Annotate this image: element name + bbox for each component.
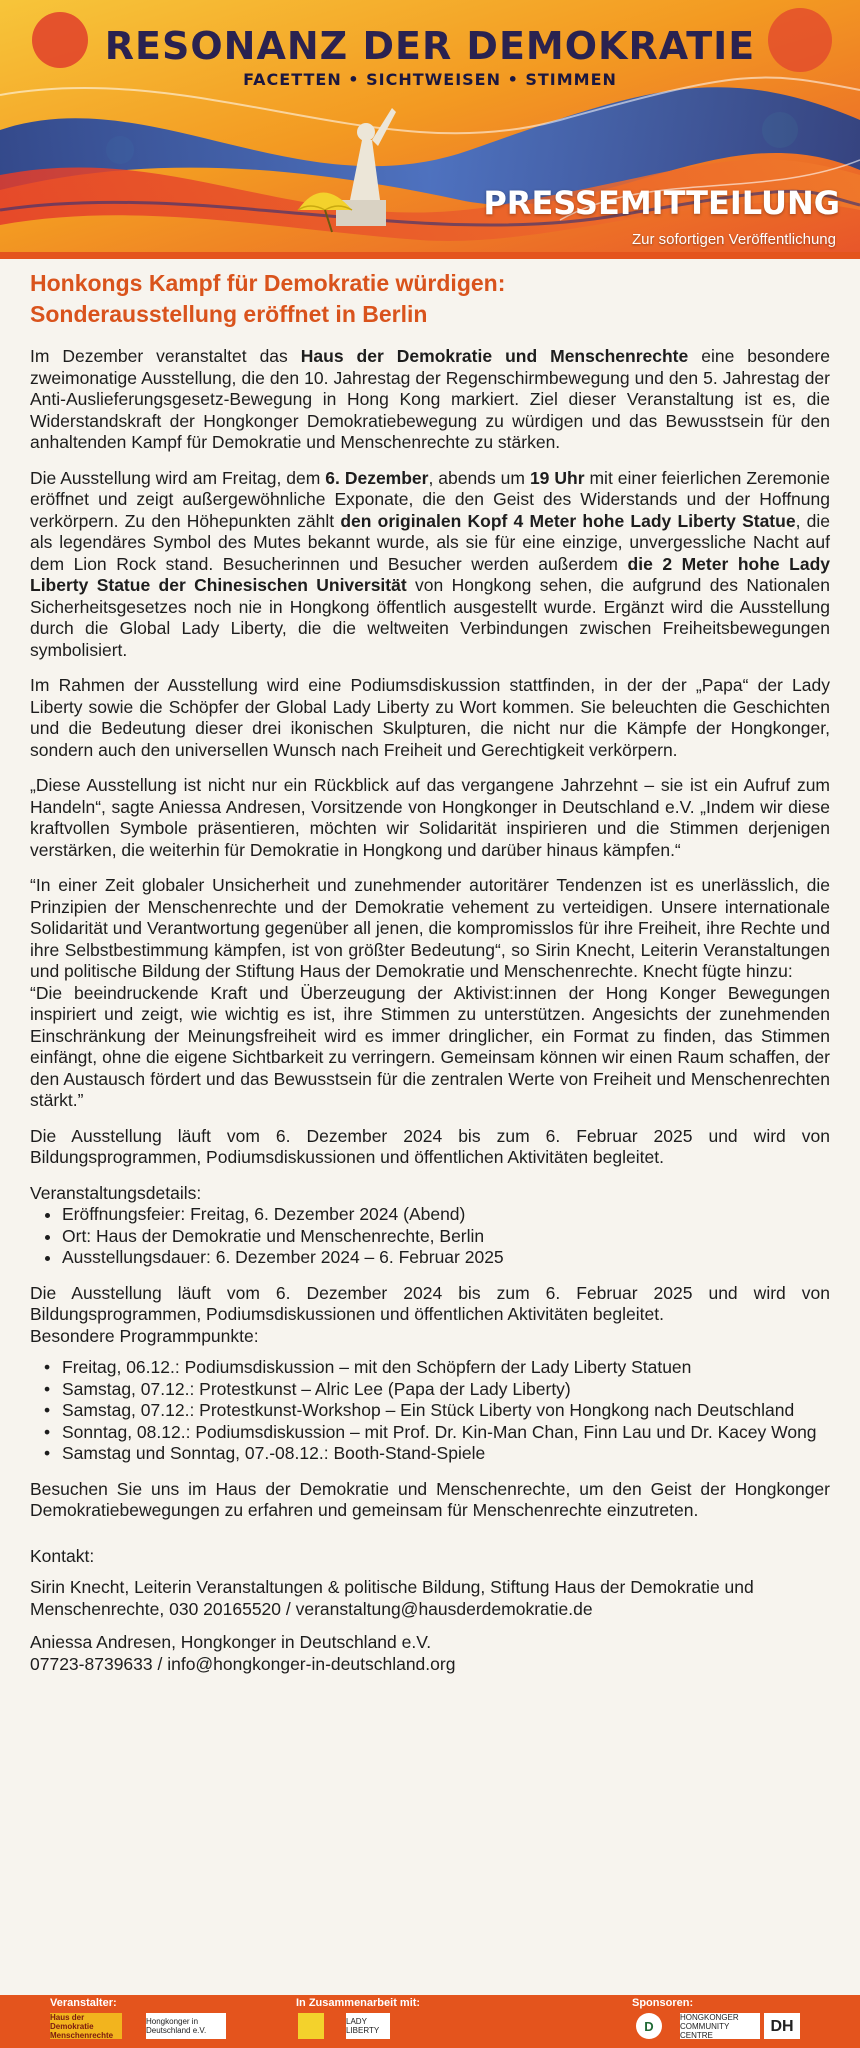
paragraph-intro — [30, 346, 830, 454]
text-span: eine besondere zweimonatige Ausstellung, die den 10. Jahrestag der Regenschirmbewegung und den 5. Jahrestag der Anti-Auslieferungsgesetz-Bewegung in Hong Kong markiert. Ziel dieser Veranstaltung ist es, die Widerstandskraft der Hongkonger Demokratiebewegung zu würdigen und das Bewusstsein für den anhaltenden Kampf für Demokratie und Menschenrechte zu stärken. — [30, 346, 830, 452]
list-item — [44, 1357, 830, 1379]
bullet: • — [44, 1357, 51, 1377]
paragraph-quote-andresen: „Diese Ausstellung ist nicht nur ein Rückblick auf das vergangene Jahrzehnt – sie ist ein Aufruf zum Handeln“, sagte Aniessa Andresen, Vorsitzende von Hongkonger in Deutschland e.V. „Indem wir diese kraftvollen Symbole präsentieren, möchten wir Solidarität inspirieren und die Stimmen derjenigen verstärken, die weiterhin für Demokratie in Hongkong und darüber hinaus kämpfen.“ — [30, 775, 830, 860]
bold-span: den originalen Kopf 4 Meter hohe Lady Liberty Statue — [340, 510, 796, 531]
paragraph-quote-knecht-2: “Die beeindruckende Kraft und Überzeugung der Aktivist:innen der Hong Konger Bewegungen inspiriert und zeigt, wie wichtig es ist, ihre Stimmen zu unterstützen. Angesichts der zunehmenden Einschränkung der Meinungsfreiheit wird es immer dringlicher, ein Format zu finden, das Stimmen einfängt, ohne die eigene Sichtbarkeit zu verringern. Gemeinsam können wir einen Raum schaffen, der den Austausch fördert und das Bewusstsein für die zentralen Werte von Freiheit und Menschenrechten stärkt.” — [30, 982, 830, 1110]
yellow-umbrella-logo-icon — [298, 2013, 324, 2039]
program-day: Samstag, 07.12.: — [62, 1378, 200, 1399]
headline-line-2: Sonderausstellung eröffnet in Berlin — [30, 301, 428, 327]
list-item: • Ort: Haus der Demokratie und Menschenrechte, Berlin — [62, 1226, 830, 1248]
banner-subtitle: FACETTEN • SICHTWEISEN • STIMMEN — [243, 70, 617, 89]
sponsor-d-logo-icon: D — [636, 2013, 662, 2039]
banner-title: RESONANZ DER DEMOKRATIE — [104, 24, 756, 68]
bold-span: 6. Dezember — [325, 467, 429, 488]
list-item — [44, 1379, 830, 1401]
bold-span: die 2 Meter hohe Lady Liberty Statue der Chinesischen Universität — [30, 553, 830, 595]
sponsors-label: Sponsoren: — [632, 1997, 694, 2009]
haus-der-demokratie-logo: Haus der Demokratie Menschenrechte — [50, 2013, 122, 2039]
header-banner — [0, 0, 860, 258]
program-day: Samstag, 07.12.: — [62, 1400, 200, 1420]
bullet: • — [44, 1400, 51, 1420]
program-day: Freitag, 06.12.: — [62, 1357, 185, 1377]
immediate-release-label: Zur sofortigen Veröffentlichung — [631, 231, 836, 248]
headline — [30, 268, 830, 330]
bold-span: Haus der Demokratie und Menschenrechte — [300, 346, 689, 366]
details-heading: Veranstaltungsdetails: — [30, 1182, 202, 1203]
text-span: Im Dezember veranstaltet das — [30, 346, 301, 366]
press-release-label: PRESSEMITTEILUNG — [483, 184, 840, 222]
paragraph-duration-2: Die Ausstellung läuft vom 6. Dezember 2024 bis zum 6. Februar 2025 und wird von Bildungsprogrammen, Podiumsdiskussionen und öffentlichen Aktivitäten begleitet. — [30, 1282, 830, 1324]
bullet: • — [44, 1378, 51, 1399]
list-item: • Ausstellungsdauer: 6. Dezember 2024 – 6. Februar 2025 — [62, 1247, 830, 1269]
bullet: • — [44, 1443, 51, 1463]
contact-andresen: Aniessa Andresen, Hongkonger in Deutschland e.V. — [30, 1632, 432, 1652]
paragraph-quote-knecht: “In einer Zeit globaler Unsicherheit und zunehmender autoritärer Tendenzen ist es unerlässlich, die Prinzipien der Menschenrechte und der Demokratie vehement zu verteidigen. Unsere internationale Solidarität und Verantwortung gegenüber all jenen, die kompromisslos für ihre Freiheit, ihre Rechte und ihre Selbstbestimmung kämpfen, ist von größter Bedeutung“, so Sirin Knecht, Leiterin Veranstaltungen und politische Bildung der Stiftung Haus der Demokratie und Menschenrechte. Knecht fügte hinzu: — [30, 875, 830, 981]
global-lady-liberty-logo: LADY LIBERTY — [346, 2013, 390, 2039]
details-list — [30, 1204, 830, 1269]
text-span: mit einer feierlichen Zeremonie eröffnet und zeigt außergewöhnliche Exponate, die den Geist des Widerstands und der Hoffnung verkörpern. Zu den Höhepunkten zählt — [30, 467, 830, 531]
paragraph-panel: Im Rahmen der Ausstellung wird eine Podiumsdiskussion stattfinden, in der der „Papa“ der Lady Liberty sowie die Schöpfer der Global Lady Liberty zu Wort kommen. Sie beleuchten die Geschichten und die Bedeutung dieser drei ikonischen Skulpturen, die nicht nur die Kämpfe der Hongkonger, sondern auch den universellen Wunsch nach Freiheit und Gerechtigkeit verkörpern. — [30, 675, 830, 760]
program-text: Podiumsdiskussion – mit den Schöpfern der Lady Liberty Statuen — [184, 1357, 692, 1377]
text-span: Die Ausstellung wird am Freitag, dem — [30, 467, 326, 488]
list-item — [44, 1443, 830, 1465]
list-item — [44, 1400, 830, 1422]
dh-logo: DH — [764, 2013, 800, 2039]
bold-span: 19 Uhr — [529, 467, 585, 488]
cooperation-label: In Zusammenarbeit mit: — [296, 1997, 421, 2009]
program-day: Sonntag, 08.12.: — [62, 1421, 196, 1442]
contact-knecht: Sirin Knecht, Leiterin Veranstaltungen & politische Bildung, Stiftung Haus der Demokratie und Menschenrechte, 030 20165520 / veranstaltung@hausderdemokratie.de — [30, 1577, 754, 1619]
hongkonger-community-centre-logo: HONGKONGER COMMUNITY CENTRE — [680, 2013, 760, 2039]
paragraph-invitation: Besuchen Sie uns im Haus der Demokratie und Menschenrechte, um den Geist der Hongkonger Demokratiebewegungen zu erfahren und gemeinsam für Menschenrechte einzutreten. — [30, 1478, 830, 1520]
press-release-body — [30, 268, 830, 1675]
paragraph-opening — [30, 468, 830, 662]
orange-divider — [0, 252, 860, 259]
text-span: von Hongkong sehen, die aufgrund des Nationalen Sicherheitsgesetzes noch nie in Hongkong öffentlich ausgestellt wurde. Ergänzt wird die Ausstellung durch die Global Lady Liberty, die die weltweiten Verbindungen zwischen Freiheitsbewegungen symbolisiert. — [30, 575, 830, 660]
program-text: Samstag und Sonntag, 07.-08.12.: Booth-Stand-Spiele — [62, 1443, 486, 1463]
paragraph-duration: Die Ausstellung läuft vom 6. Dezember 2024 bis zum 6. Februar 2025 und wird von Bildungsprogrammen, Podiumsdiskussionen und öffentlichen Aktivitäten begleitet. — [30, 1125, 830, 1167]
headline-line-1: Honkongs Kampf für Demokratie würdigen: — [30, 270, 506, 296]
hongkonger-in-deutschland-logo: Hongkonger in Deutschland e.V. — [146, 2013, 226, 2039]
footer-bar — [0, 1995, 860, 2048]
program-list — [30, 1357, 830, 1465]
organizer-label: Veranstalter: — [50, 1997, 117, 2009]
spacer — [30, 1536, 830, 1546]
program-heading: Besondere Programmpunkte: — [30, 1325, 259, 1346]
text-span: , abends um — [428, 467, 530, 488]
text-span: , die als legendäres Symbol des Mutes bekannt wurde, als sie für eine einzige, unvergessliche Nacht auf dem Lion Rock stand. Besucherinnen und Besucher werden außerdem — [30, 510, 830, 574]
contact-heading: Kontakt: — [30, 1545, 95, 1566]
program-text: Podiumsdiskussion – mit Prof. Dr. Kin-Man Chan, Finn Lau und Dr. Kacey Wong — [195, 1421, 817, 1442]
program-text: Protestkunst – Alric Lee (Papa der Lady Liberty) — [199, 1378, 571, 1399]
contact-andresen-phone: 07723-8739633 / info@hongkonger-in-deutschland.org — [30, 1653, 456, 1674]
list-item: • Eröffnungsfeier: Freitag, 6. Dezember 2024 (Abend) — [62, 1204, 830, 1226]
list-item — [44, 1422, 830, 1444]
program-text: Protestkunst-Workshop – Ein Stück Liberty von Hongkong nach Deutschland — [199, 1400, 795, 1420]
bullet: • — [44, 1421, 51, 1442]
